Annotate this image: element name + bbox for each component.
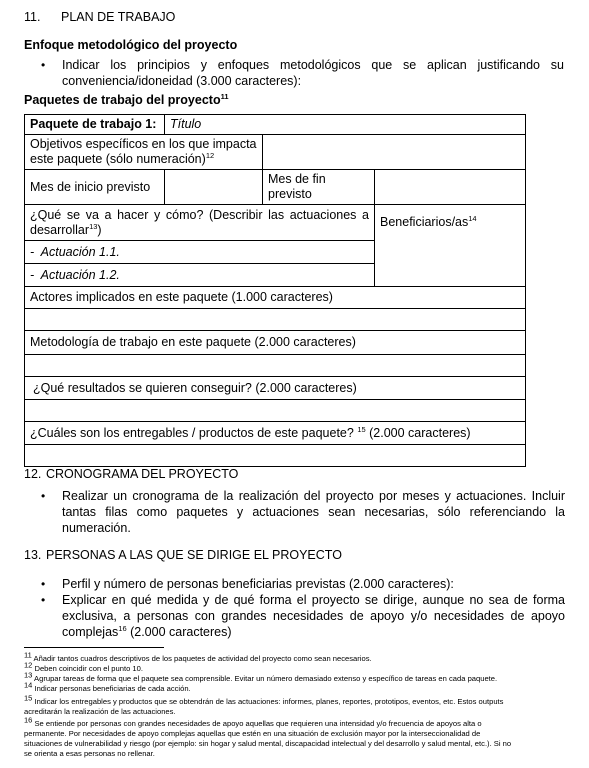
table-row [25,205,526,241]
objetivos-input-cell[interactable] [263,135,526,170]
paquetes-heading: Paquetes de trabajo del proyecto$^{11}$ [24,91,229,107]
metodologia-label-cell: Metodología de trabajo en este paquete (2.000 caracteres) [25,331,526,355]
work-package-table [24,114,526,467]
resultados-label-cell: ¿Qué resultados se quieren conseguir? (2.000 caracteres) [25,377,526,400]
footnote-11: $^{11}$ Añadir tantos cuadros descriptivos de los paquetes de actividad del proyecto como sean necesarios. [24,650,372,663]
actuacion-1-cell[interactable]: - Actuación 1.1. [25,241,375,264]
beneficiarios-cell[interactable]: Beneficiarios/$as^{14}$ [375,205,526,287]
cronograma-text: Realizar un cronograma de la realización del proyecto por meses y actuaciones. Incluir tantas filas como paquetes y actuaciones sean necesarias, sólo referenciando la numeración. [62,489,565,535]
metodologia-input-cell[interactable] [25,355,526,377]
bullet-icon: • [41,489,46,503]
table-row [25,170,526,205]
mes-fin-input[interactable] [375,170,526,205]
paquete-title-cell[interactable]: Título [165,115,526,135]
table-row [25,377,526,400]
table-row [25,422,526,445]
bullet-icon: • [41,58,46,72]
table-row [25,400,526,422]
section-number: 13. [24,548,42,562]
table-row [25,135,526,170]
table-row [25,287,526,309]
footnote-13: $^{13}$ Agrupar tareas de forma que el paquete sea comprensible. Evitar un número demasiado extenso y específico de tareas en cada paquete. [24,670,498,683]
section-title: PERSONAS A LAS QUE SE DIRIGE EL PROYECTO [46,548,342,562]
explicar-text: Explicar en qué medida y de qué forma el proyecto se dirige, aunque no sea de forma exclusiva, a personas con grandes necesidades de apoyo y/o necesidades de apoyo complejas$^{16}$ (2.000 caracteres) [62,593,565,639]
table-row [25,115,526,135]
footnote-14: $^{14}$ Indicar personas beneficiarias de cada acción. [24,680,191,693]
entregables-input-cell[interactable] [25,445,526,467]
resultados-input-cell[interactable] [25,400,526,422]
footnote-16: $^{16}$ Se entiende por personas con grandes necesidades de apoyo aquellas que requieren una intensidad y/o frecuencia de apoyos alta o permanente. Por necesidades de apoyo complejas aquellas que estén en una situación de exclusión mayor por la interseccionalidad de situaciones de vulnerabilidad y riesgo (por ejemplo: sin hogar y salud mental, discapacidad intelectual y del desarrollo y salud mental, etc.). Si no se orienta a esas personas no rellenar. [24,715,512,758]
section-number: 12. [24,467,42,481]
dash-icon: - [30,267,35,282]
que-hacer-label-cell: ¿Qué se va a hacer y cómo? (Describir las actuaciones a desarrollar$^{13}$) [25,205,375,241]
perfil-text: Perfil y número de personas beneficiarias previstas (2.000 caracteres): [62,577,454,591]
dash-icon: - [30,244,35,259]
objetivos-label-cell: Objetivos específicos en los que impacta este paquete (sólo numeración)$^{12}$ [25,135,263,170]
actores-label-cell: Actores implicados en este paquete (1.000 caracteres) [25,287,526,309]
enfoque-bullet-text: Indicar los principios y enfoques metodológicos que se aplican justificando su conveniencia/idoneidad (3.000 caracteres): [62,58,564,88]
section-title: PLAN DE TRABAJO [61,10,176,24]
section-title: CRONOGRAMA DEL PROYECTO [46,467,239,481]
actores-input-cell[interactable] [25,309,526,331]
section-12-heading [24,467,238,481]
mes-inicio-input[interactable] [165,170,263,205]
section-13-heading [24,548,342,562]
section-number: 11. [24,10,41,24]
table-row [25,309,526,331]
section-11-heading [24,10,175,24]
footnote-12: $^{12}$ Deben coincidir con el punto 10. [24,660,143,673]
mes-fin-label: Mes de fin previsto [263,170,375,205]
footnote-divider [24,647,164,648]
paquete-label-cell: Paquete de trabajo 1: [25,115,165,135]
table-row [25,355,526,377]
table-row [25,331,526,355]
actuacion-2-cell[interactable]: - Actuación 1.2. [25,264,375,287]
bullet-icon: • [41,593,46,607]
footnote-15: $^{15}$ Indicar los entregables y productos que se obtendrán de las actuaciones: informes, planes, reportes, prototipos, eventos, etc. Estos outputs acreditarán la realización de las actuaciones. [24,693,504,716]
table-row [25,445,526,467]
enfoque-heading: Enfoque metodológico del proyecto [24,38,238,52]
bullet-icon: • [41,577,46,591]
mes-inicio-label: Mes de inicio previsto [25,170,165,205]
entregables-label-cell: ¿Cuáles son los entregables / productos de este paquete? $^{15}$ (2.000 caracteres) [25,422,526,445]
